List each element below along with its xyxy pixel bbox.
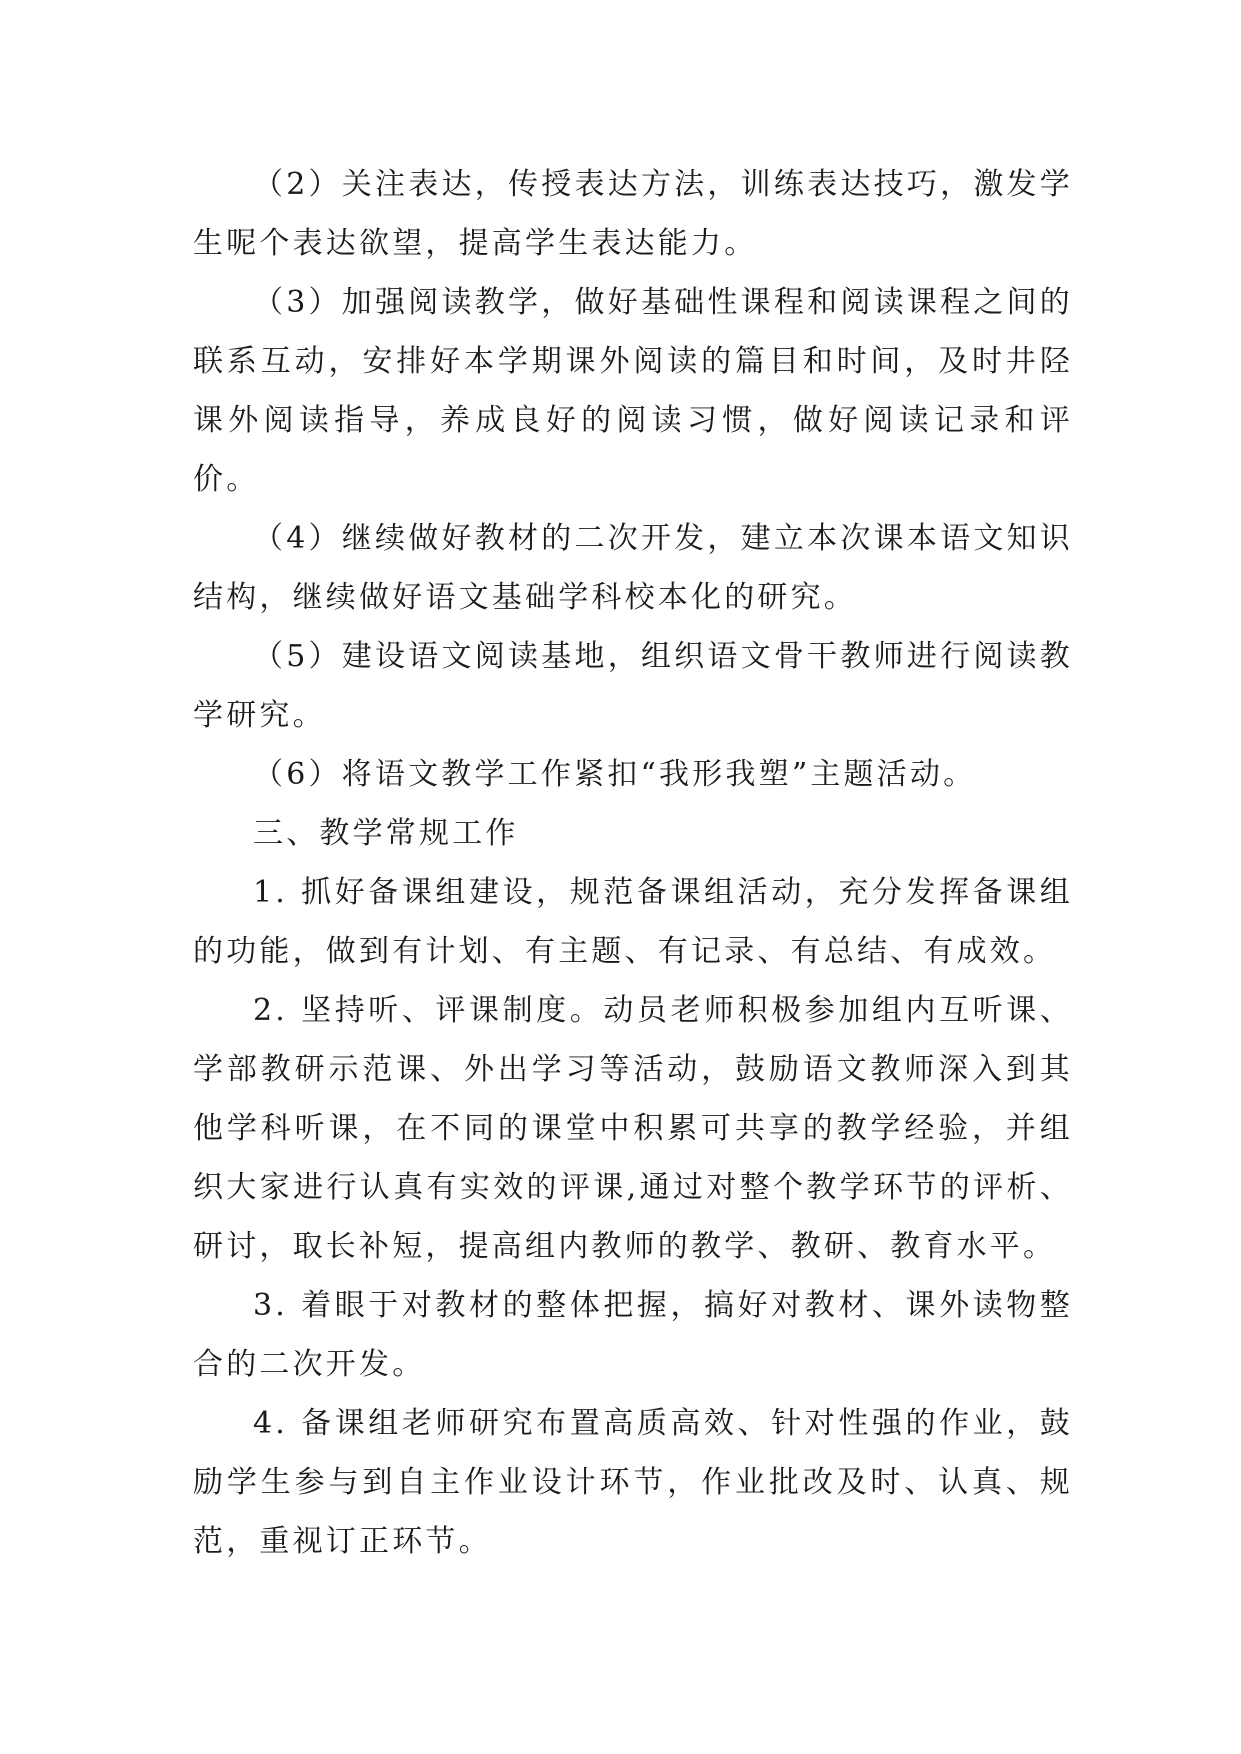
paragraph-item-3: （3）加强阅读教学，做好基础性课程和阅读课程之间的联系互动，安排好本学期课外阅读的篇目和时间，及时井陉课外阅读指导，养成良好的阅读习惯，做好阅读记录和评价。	[193, 285, 1073, 497]
list-item-2: 2. 坚持听、评课制度。动员老师积极参加组内互听课、学部教研示范课、外出学习等活动，鼓励语文教师深入到其他学科听课，在不同的课堂中积累可共享的教学经验，并组织大家进行认真有实效的评课,通过对整个教学环节的评析、研讨，取长补短，提高组内教师的教学、教研、教育水平。	[193, 993, 1073, 1264]
list-item-1: 1. 抓好备课组建设，规范备课组活动，充分发挥备课组的功能，做到有计划、有主题、有记录、有总结、有成效。	[193, 875, 1073, 969]
section-heading: 三、教学常规工作	[253, 816, 519, 851]
document-body	[193, 155, 1073, 1571]
paragraph-item-2: （2）关注表达，传授表达方法，训练表达技巧，激发学生呢个表达欲望，提高学生表达能力。	[193, 167, 1073, 261]
list-item-3: 3. 着眼于对教材的整体把握，搞好对教材、课外读物整合的二次开发。	[193, 1288, 1073, 1382]
paragraph-item-4: （4）继续做好教材的二次开发，建立本次课本语文知识结构，继续做好语文基础学科校本化的研究。	[193, 521, 1073, 615]
list-item-4: 4. 备课组老师研究布置高质高效、针对性强的作业，鼓励学生参与到自主作业设计环节，作业批改及时、认真、规范，重视订正环节。	[193, 1406, 1073, 1559]
paragraph-item-6: （6）将语文教学工作紧扣“我形我塑”主题活动。	[253, 757, 977, 792]
paragraph-item-5: （5）建设语文阅读基地，组织语文骨干教师进行阅读教学研究。	[193, 639, 1073, 733]
